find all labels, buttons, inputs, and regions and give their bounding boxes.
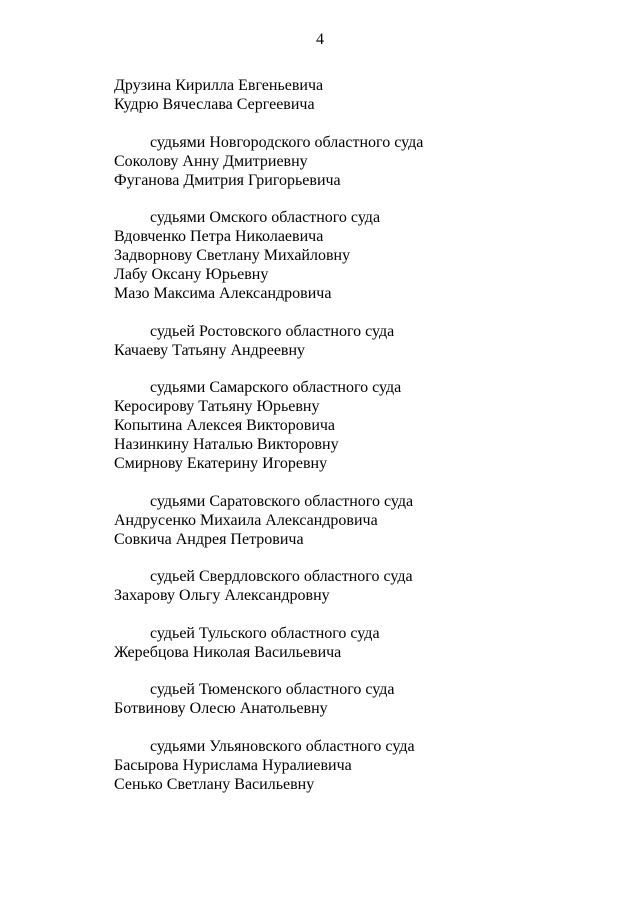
page-number: 4 (316, 31, 324, 48)
court-heading: судьями Самарского областного суда (150, 379, 402, 396)
person-name: Качаеву Татьяну Андреевну (114, 341, 306, 359)
person-name: Андрусенко Михаила Александровича (114, 511, 378, 529)
court-group-samara (114, 378, 594, 473)
person-name: Жеребцова Николая Васильевича (114, 643, 342, 661)
document-body (114, 76, 594, 812)
person-name: Фуганова Дмитрия Григорьевича (114, 171, 341, 189)
court-group-tula (114, 624, 594, 662)
court-heading: судьями Омского областного суда (150, 209, 381, 226)
court-heading: судьями Ульяновского областного суда (150, 737, 415, 755)
person-name: Задворнову Светлану Михайловну (114, 247, 351, 264)
intro-names-group (114, 76, 594, 114)
court-group-novgorod (114, 133, 594, 190)
person-name: Смирнову Екатерину Игоревну (114, 455, 328, 472)
court-heading: судьей Свердловского областного суда (150, 568, 413, 585)
person-name: Копытина Алексея Викторовича (114, 417, 336, 434)
court-heading: судьями Саратовского областного суда (150, 492, 414, 510)
person-name: Басырова Нурислама Нуралиевича (114, 756, 352, 774)
court-heading: судьей Тульского областного суда (150, 624, 380, 642)
person-name: Кудрю Вячеслава Сергеевича (114, 96, 315, 113)
court-group-saratov (114, 492, 594, 549)
person-name: Сенько Светлану Васильевну (114, 775, 315, 793)
person-name: Назинкину Наталью Викторовну (114, 436, 339, 453)
person-name: Захарову Ольгу Александровну (114, 587, 330, 604)
court-group-sverdlovsk (114, 567, 594, 605)
court-group-omsk (114, 208, 594, 303)
court-group-ulyanovsk (114, 737, 594, 794)
person-name: Ботвинову Олесю Анатольевну (114, 700, 328, 717)
court-group-tyumen (114, 680, 594, 718)
person-name: Совкича Андрея Петровича (114, 530, 304, 548)
court-group-rostov (114, 322, 594, 360)
person-name: Соколову Анну Дмитриевну (114, 152, 308, 170)
person-name: Керосирову Татьяну Юрьевну (114, 398, 320, 415)
person-name: Лабу Оксану Юрьевну (114, 266, 269, 283)
person-name: Вдовченко Петра Николаевича (114, 228, 324, 245)
court-heading: судьями Новгородского областного суда (150, 133, 424, 151)
person-name: Друзина Кирилла Евгеньевича (114, 77, 324, 94)
court-heading: судьей Ростовского областного суда (150, 322, 395, 340)
court-heading: судьей Тюменского областного суда (150, 681, 395, 698)
person-name: Мазо Максима Александровича (114, 285, 332, 302)
